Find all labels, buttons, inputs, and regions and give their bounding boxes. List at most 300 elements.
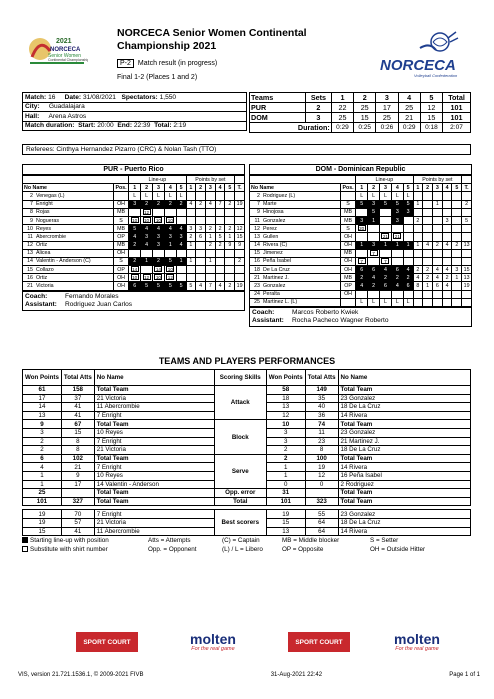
hall-value: Arena Astros — [48, 112, 87, 120]
libero-mark: L — [395, 299, 399, 306]
set-points — [432, 192, 442, 200]
player-number: 25 — [254, 299, 260, 306]
perf-value: 70 — [61, 510, 94, 519]
page-title — [117, 27, 377, 53]
player-row — [23, 282, 245, 290]
player-total — [462, 249, 472, 257]
perf-value: 0 — [266, 480, 305, 489]
perf-value: 12 — [266, 411, 305, 420]
perf-player: Total Team — [338, 489, 470, 498]
set-points: 1 — [413, 200, 423, 208]
score-team: DOM — [250, 113, 306, 123]
legend-line-1 — [22, 537, 425, 546]
start-label: Start: — [78, 122, 96, 130]
starting-position: 1 — [179, 258, 183, 265]
libero-mark: L — [360, 192, 364, 199]
libero-mark: L — [395, 192, 399, 199]
set-duration: 0:18 — [420, 123, 442, 133]
starting-position: 2 — [179, 201, 183, 208]
starting-position: 2 — [395, 274, 399, 281]
player-position: OH — [340, 241, 355, 249]
assistant-name: Rocha Pacheco Wagner Roberto — [292, 317, 389, 324]
perf-value: 64 — [305, 527, 338, 536]
perf-player: Total Team — [338, 454, 470, 463]
molten-logo: molten For the real game — [190, 631, 236, 652]
set-number: 5 — [452, 184, 462, 192]
perf-value: 2 — [266, 446, 305, 455]
player-total — [462, 192, 472, 200]
set-points — [423, 200, 433, 208]
starting-lineup-icon — [22, 537, 28, 543]
perf-header-row — [23, 370, 471, 386]
set-points — [452, 249, 462, 257]
set-points — [423, 257, 433, 265]
set-points: 3 — [186, 225, 196, 233]
player-total: 9 — [235, 241, 245, 249]
starting-position: 5 — [383, 201, 387, 208]
perf-player: 10 Reyes — [94, 428, 214, 437]
set-points: 4 — [442, 241, 452, 249]
set-points — [225, 192, 235, 200]
perf-player: Total Team — [338, 497, 470, 506]
perf-value — [305, 489, 338, 498]
city-label: City: — [25, 103, 40, 111]
set-points — [186, 216, 196, 224]
set-points: 6 — [196, 233, 206, 241]
set-points — [413, 225, 423, 233]
player-position: OH — [340, 290, 355, 298]
perf-value: 10 — [266, 420, 305, 429]
perf-player: 11 Abercrombie — [94, 527, 214, 536]
player-total: 15 — [463, 266, 470, 273]
player-total: 2 — [235, 257, 245, 265]
svg-text:Senior Women: Senior Women — [48, 53, 81, 59]
set-points: 4 — [432, 266, 442, 274]
perf-value: 19 — [23, 518, 62, 527]
player-position: MB — [340, 274, 355, 282]
team-name: PUR - Puerto Rico — [22, 164, 245, 175]
set-number: 3 — [153, 184, 165, 192]
starting-position: 5 — [395, 201, 399, 208]
perf-player: 7 Enright — [94, 510, 214, 519]
libero-mark: L — [372, 299, 376, 306]
points-header: Points by set — [186, 176, 235, 184]
player-position: OP — [340, 282, 355, 290]
player-number: 15 — [254, 250, 260, 257]
sport-court-logo: SPORT COURT — [76, 632, 138, 652]
score-sets: 3 — [306, 113, 332, 123]
molten-logo: molten For the real game — [394, 631, 440, 652]
lineup-header: Line-up — [356, 176, 413, 184]
set-points — [225, 266, 235, 274]
date-label: Date: — [64, 93, 82, 101]
substitute-number: 10 — [155, 218, 161, 224]
roster-table — [22, 175, 245, 291]
starting-position: 5 — [168, 258, 172, 265]
set-number: 2 — [196, 184, 206, 192]
player-row — [23, 216, 245, 224]
substitute-number: 20 — [359, 226, 365, 232]
set-points — [196, 192, 206, 200]
perf-value: 9 — [61, 471, 94, 480]
sport-court-logo: SPORT COURT — [288, 632, 350, 652]
perf-player: Total Team — [94, 454, 214, 463]
set-points: 7 — [215, 200, 225, 208]
spectators-value: 1,550 — [159, 93, 177, 101]
perf-player: 7 Enright — [94, 411, 214, 420]
set-points — [186, 192, 196, 200]
player-name: Gonzalez — [263, 283, 286, 290]
player-name: Ortiz — [36, 274, 48, 281]
perf-value: 1 — [266, 471, 305, 480]
set-points — [442, 257, 452, 265]
substitute-number: 21 — [394, 234, 400, 240]
starting-position: 1 — [360, 242, 364, 249]
libero-mark: L — [145, 192, 149, 199]
duration-row — [250, 123, 471, 133]
score-header-cell: 2 — [354, 93, 376, 103]
perf-value: 15 — [61, 428, 94, 437]
player-total — [235, 249, 245, 257]
starting-position: 2 — [133, 242, 137, 249]
player-position: S — [340, 200, 355, 208]
footer-version: VIS, version 21.721.1536.1, © 2009-2021 FIVB — [18, 672, 144, 678]
set-points: 4 — [432, 274, 442, 282]
player-number: 13 — [254, 233, 260, 240]
player-row — [23, 257, 245, 265]
player-row — [23, 233, 245, 241]
set-points: 4 — [442, 282, 452, 290]
perf-player: 18 De La Cruz — [338, 403, 470, 412]
duration-total: 2:07 — [443, 123, 471, 133]
set-points — [196, 257, 206, 265]
player-position: OH — [113, 274, 128, 282]
set-points: 3 — [452, 266, 462, 274]
skill-name: Total — [214, 497, 266, 506]
set-duration: 0:29 — [331, 123, 353, 133]
norceca-logo — [378, 30, 470, 80]
perf-value: 4 — [23, 463, 62, 472]
player-number: 7 — [30, 201, 33, 208]
score-set-points: 25 — [331, 113, 353, 123]
starting-position: 4 — [156, 225, 160, 232]
match-date: 31/08/2021 — [82, 93, 116, 101]
coach-label: Coach: — [252, 309, 275, 316]
player-row — [250, 282, 472, 290]
substitute-number: 7 — [358, 258, 366, 264]
perf-value: 1 — [23, 480, 62, 489]
set-number: 1 — [129, 184, 141, 192]
score-team: PUR — [250, 103, 306, 113]
set-points: 4 — [215, 282, 225, 290]
perf-value: 149 — [305, 386, 338, 395]
perf-value: 12 — [305, 471, 338, 480]
player-total — [462, 290, 472, 298]
lineup-header: Line-up — [129, 176, 186, 184]
starting-position: 5 — [145, 283, 149, 290]
perf-value: 101 — [23, 497, 62, 506]
set-number: 1 — [186, 184, 196, 192]
perf-value: 3 — [266, 437, 305, 446]
set-points — [432, 216, 442, 224]
player-position — [340, 192, 355, 200]
perf-value: 57 — [61, 518, 94, 527]
perf-row — [23, 386, 471, 395]
skill-name: Serve — [214, 454, 266, 488]
coach-name: Marcos Roberto Kwiek — [292, 309, 359, 316]
set-number: 2 — [423, 184, 433, 192]
substitute-number: 10 — [155, 275, 161, 281]
duration-label: Match duration: — [25, 122, 75, 130]
player-number: 12 — [254, 225, 260, 232]
libero-mark: L — [179, 192, 183, 199]
player-name: Gonzalez — [263, 217, 286, 224]
set-points: 1 — [205, 233, 215, 241]
player-number: 16 — [254, 258, 260, 265]
set-duration: 0:25 — [354, 123, 376, 133]
player-row — [250, 298, 472, 306]
name-header: Name — [259, 184, 274, 191]
skill-name: Best scorers — [214, 510, 266, 536]
perf-value: 67 — [61, 420, 94, 429]
libero-mark: L — [360, 299, 364, 306]
perf-value: 2 — [23, 437, 62, 446]
roster-table — [249, 175, 472, 307]
perf-value: 41 — [61, 411, 94, 420]
player-name: Reyes — [36, 225, 52, 232]
set-number: 4 — [391, 184, 403, 192]
set-points: 8 — [413, 282, 423, 290]
player-total — [462, 225, 472, 233]
starting-position: 2 — [372, 283, 376, 290]
perf-header-cell: Total Atts — [61, 370, 94, 386]
perf-player: Total Team — [94, 497, 214, 506]
points-header: Points by set — [413, 176, 462, 184]
player-number: 16 — [27, 274, 33, 281]
score-set-points: 12 — [420, 103, 442, 113]
starting-position: 1 — [168, 242, 172, 249]
player-row — [23, 192, 245, 200]
starting-position: 6 — [395, 266, 399, 273]
perf-value: 31 — [266, 489, 305, 498]
info-row — [23, 102, 247, 112]
player-row — [250, 216, 472, 224]
legend-item: MB = Middle blocker — [282, 537, 340, 544]
svg-text:NORCECA: NORCECA — [380, 57, 456, 74]
libero-mark: L — [406, 299, 410, 306]
perf-player: 14 Rivera — [338, 527, 470, 536]
player-name: Martinez J. — [263, 274, 289, 281]
svg-text:2021: 2021 — [56, 38, 72, 45]
perf-player: Total Team — [94, 386, 214, 395]
player-row — [23, 225, 245, 233]
set-points: 2 — [186, 233, 196, 241]
player-name: Perez — [263, 225, 277, 232]
substitute-number: 10 — [132, 275, 138, 281]
score-total: 101 — [443, 113, 471, 123]
player-number: 21 — [27, 283, 33, 290]
performances-title: TEAMS AND PLAYERS PERFORMANCES — [158, 356, 336, 366]
skill-name: Block — [214, 420, 266, 454]
starting-position: 4 — [360, 283, 364, 290]
player-total: 12 — [236, 225, 243, 232]
starting-position: 2 — [156, 201, 160, 208]
perf-player: 7 Enright — [94, 437, 214, 446]
city-value: Guadalajara — [48, 103, 85, 111]
set-number: 3 — [432, 184, 442, 192]
perf-player: 23 Gonzalez — [338, 394, 470, 403]
set-points: 3 — [196, 225, 206, 233]
score-header-cell: 3 — [376, 93, 398, 103]
libero-mark: L — [168, 192, 172, 199]
perf-value: 9 — [23, 420, 62, 429]
player-number: 9 — [30, 217, 33, 224]
player-name: Valentin - Anderson (C) — [36, 258, 91, 265]
player-number: 2 — [257, 192, 260, 199]
player-number: 13 — [27, 250, 33, 257]
info-row — [23, 93, 247, 103]
set-points — [215, 257, 225, 265]
roster-header-row — [23, 184, 245, 192]
player-row — [23, 274, 245, 282]
player-position: OH — [340, 233, 355, 241]
set-points: 4 — [196, 282, 206, 290]
set-points — [432, 233, 442, 241]
player-name: Alicea — [36, 250, 51, 257]
set-number: 2 — [368, 184, 380, 192]
perf-value: 23 — [305, 437, 338, 446]
perf-player: 14 Rivera — [338, 463, 470, 472]
starting-position: 5 — [179, 283, 183, 290]
substitute-number: 12 — [143, 275, 150, 281]
starting-position: 5 — [156, 283, 160, 290]
total-header: T. — [462, 184, 472, 192]
player-name: Gullen — [263, 233, 279, 240]
perf-header-cell: Won Points — [23, 370, 62, 386]
score-set-points: 25 — [376, 113, 398, 123]
perf-row — [23, 420, 471, 429]
set-points — [196, 241, 206, 249]
legend-item: (C) = Captain — [222, 537, 260, 544]
perf-value: 41 — [61, 403, 94, 412]
set-number: 3 — [380, 184, 392, 192]
score-header-row — [250, 93, 471, 103]
match-number: 16 — [48, 93, 56, 101]
set-points — [196, 216, 206, 224]
player-number: 8 — [30, 209, 33, 216]
perf-value: 19 — [266, 510, 305, 519]
starting-position: 5 — [372, 209, 376, 216]
set-number: 5 — [176, 184, 186, 192]
set-points — [205, 274, 215, 282]
player-row — [250, 192, 472, 200]
perf-value: 3 — [266, 428, 305, 437]
set-points — [205, 208, 215, 216]
status-code: P-2 — [117, 59, 134, 68]
player-row — [23, 241, 245, 249]
perf-value: 18 — [266, 394, 305, 403]
perf-value: 37 — [61, 394, 94, 403]
starting-position: 1 — [395, 242, 399, 249]
set-points — [215, 249, 225, 257]
no-header: No — [24, 184, 32, 191]
legend-item: Opp. = Opponent — [148, 546, 197, 553]
player-row — [250, 208, 472, 216]
player-number: 21 — [254, 274, 260, 281]
player-name: Enright — [36, 201, 53, 208]
set-points — [452, 257, 462, 265]
player-number: 11 — [254, 217, 260, 224]
substitute-number: 14 — [155, 267, 161, 273]
set-points — [423, 225, 433, 233]
score-total: 101 — [443, 103, 471, 113]
set-points: 1 — [452, 274, 462, 282]
set-points — [196, 266, 206, 274]
player-number: 2 — [30, 192, 33, 199]
set-points: 4 — [413, 274, 423, 282]
perf-header-cell: Total Atts — [305, 370, 338, 386]
set-points — [205, 266, 215, 274]
perf-player: 23 Gonzalez — [338, 428, 470, 437]
set-points — [225, 257, 235, 265]
player-position: MB — [113, 225, 128, 233]
set-points — [423, 233, 433, 241]
player-number: 18 — [254, 266, 260, 273]
set-number: 4 — [215, 184, 225, 192]
match-status — [117, 59, 217, 68]
player-position: MB — [340, 208, 355, 216]
player-row — [23, 249, 245, 257]
title-line-2: Championship 2021 — [117, 40, 217, 52]
set-points — [186, 266, 196, 274]
set-points: 1 — [186, 241, 196, 249]
player-total: 5 — [462, 216, 472, 224]
assistant-label: Assistant: — [252, 317, 284, 324]
end-value: 22:39 — [133, 122, 151, 130]
set-points — [442, 225, 452, 233]
perf-player: Total Team — [94, 420, 214, 429]
player-number: 11 — [27, 233, 33, 240]
player-number: 15 — [27, 266, 33, 273]
player-total — [462, 233, 472, 241]
score-set-points: 25 — [398, 103, 420, 113]
perf-value: 17 — [23, 394, 62, 403]
set-points — [423, 298, 433, 306]
starting-position: 6 — [406, 283, 410, 290]
perf-header-cell: No Name — [94, 370, 214, 386]
perf-value: 2 — [266, 454, 305, 463]
set-duration: 0:26 — [376, 123, 398, 133]
legend-item: (L) / L = Libero — [222, 546, 263, 553]
player-total — [235, 192, 245, 200]
set-points — [442, 192, 452, 200]
substitute-number: 7 — [381, 258, 389, 264]
set-points — [205, 192, 215, 200]
set-number: 5 — [225, 184, 235, 192]
set-points: 2 — [196, 200, 206, 208]
player-name: Nogueras — [36, 217, 59, 224]
perf-value: 64 — [305, 518, 338, 527]
pos-header: Pos. — [340, 184, 355, 192]
perf-player: 18 De La Cruz — [338, 446, 470, 455]
set-points: 5 — [215, 233, 225, 241]
starting-position: 3 — [168, 233, 172, 240]
set-points — [225, 216, 235, 224]
perf-value: 1 — [23, 471, 62, 480]
perf-player: 21 Victoria — [94, 394, 214, 403]
perf-value: 13 — [266, 403, 305, 412]
player-total: 15 — [236, 233, 243, 240]
